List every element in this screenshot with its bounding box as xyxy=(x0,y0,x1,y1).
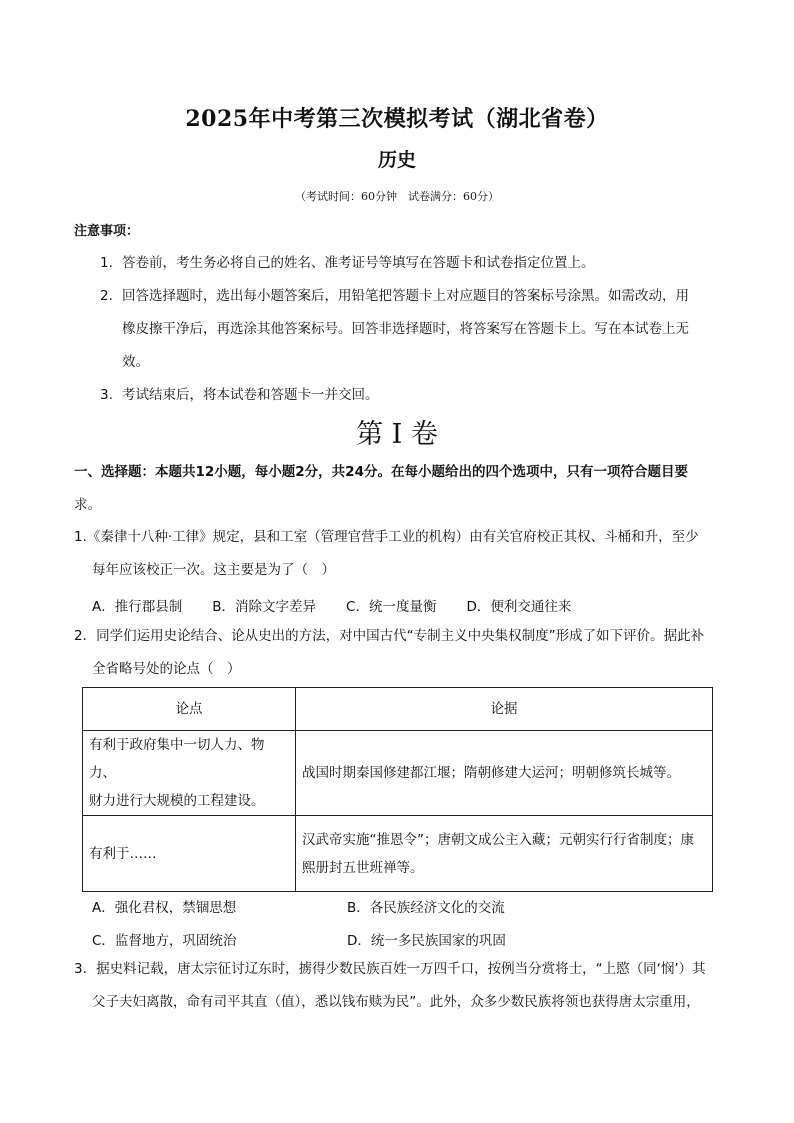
question-1 xyxy=(74,521,729,587)
notice-item-3 xyxy=(100,379,725,412)
section-title: 第 I 卷 xyxy=(356,419,438,450)
instructions-line: 求。 xyxy=(74,497,101,513)
option-c[interactable]: C．监督地方，巩固统治 xyxy=(92,933,237,949)
question-text: 3．据史料记载，唐太宗征讨辽东时，掳得少数民族百姓一万四千口，按例当分赏将士，“上愍（同‘悯’）其 xyxy=(74,961,706,977)
option-c[interactable]: C．统一度量衡 xyxy=(346,599,437,615)
option-d[interactable]: D．统一多民族国家的巩固 xyxy=(347,933,506,949)
notice-item-number: 3. xyxy=(100,387,113,403)
question-2 xyxy=(74,620,729,686)
table-header-cell: 论据 xyxy=(296,688,713,731)
section-instructions xyxy=(74,456,729,522)
notice-item-number: 1. xyxy=(100,255,113,271)
question-text: 父子夫妇离散，命有司平其直（值），悉以钱布赎为民”。此外，众多少数民族将领也获得唐太宗重用， xyxy=(92,994,700,1010)
question-text: 全省略号处的论点（ ） xyxy=(92,661,241,677)
question-text: 2．同学们运用史论结合、论从史出的方法，对中国古代“专制主义中央集权制度”形成了如下评价。据此补 xyxy=(74,628,705,644)
subject-title: 历史 xyxy=(377,149,416,171)
table-row xyxy=(83,731,713,816)
table-cell-evidence xyxy=(296,731,713,816)
cell-line: 战国时期秦国修建都江堰；隋朝修建大运河；明朝修筑长城等。 xyxy=(302,765,680,781)
exam-title: 2025年中考第三次模拟考试（湖北省卷） xyxy=(185,106,609,132)
notice-item-text: 效。 xyxy=(122,354,149,370)
option-a[interactable]: A．强化君权，禁锢思想 xyxy=(92,900,237,916)
table-cell-point xyxy=(83,731,296,816)
notice-item-1 xyxy=(100,247,725,280)
option-a[interactable]: A．推行郡县制 xyxy=(92,599,183,615)
notice-heading: 注意事项： xyxy=(74,224,140,239)
argument-table xyxy=(82,687,713,892)
cell-line: 熙册封五世班禅等。 xyxy=(302,859,424,876)
notice-item-text: 回答选择题时，选出每小题答案后，用铅笔把答题卡上对应题目的答案标号涂黑。如需改动，用 xyxy=(122,288,689,304)
cell-line: 有利于政府集中一切人力、物力、 xyxy=(89,737,265,781)
question-text: 1.《秦律十八种·工律》规定，县和工室（管理官营手工业的机构）由有关官府校正其权、斗桶和升，至少 xyxy=(74,529,699,545)
question-text: 每年应该校正一次。这主要是为了（ ） xyxy=(92,562,335,578)
notice-item-number: 2. xyxy=(100,288,113,304)
table-cell-point xyxy=(83,816,296,892)
cell-line: 汉武帝实施“推恩令”；唐朝文成公主入藏；元朝实行行省制度；康 xyxy=(302,831,694,848)
question-1-options xyxy=(92,595,601,615)
exam-info: （考试时间：60分钟 试卷满分：60分） xyxy=(295,190,499,203)
table-cell-evidence xyxy=(296,816,713,892)
table-header-row xyxy=(83,688,713,731)
cell-line: 有利于…… xyxy=(89,845,157,862)
option-b[interactable]: B．各民族经济文化的交流 xyxy=(347,900,505,916)
instructions-line: 一、选择题：本题共12小题，每小题2分，共24分。在每小题给出的四个选项中，只有一项符合题目要 xyxy=(74,464,688,480)
cell-line: 财力进行大规模的工程建设。 xyxy=(89,793,265,809)
table-header-cell: 论点 xyxy=(83,688,296,731)
option-d[interactable]: D．便利交通往来 xyxy=(466,599,572,615)
notice-item-text: 考试结束后，将本试卷和答题卡一并交回。 xyxy=(122,387,379,403)
option-b[interactable]: B．消除文字差异 xyxy=(212,599,317,615)
notice-item-2 xyxy=(100,280,725,379)
notice-item-text: 答卷前，考生务必将自己的姓名、准考证号等填写在答题卡和试卷指定位置上。 xyxy=(122,255,595,271)
question-3 xyxy=(74,953,729,1019)
table-row xyxy=(83,816,713,892)
notice-item-text: 橡皮擦干净后，再选涂其他答案标号。回答非选择题时，将答案写在答题卡上。写在本试卷上无 xyxy=(122,321,689,337)
